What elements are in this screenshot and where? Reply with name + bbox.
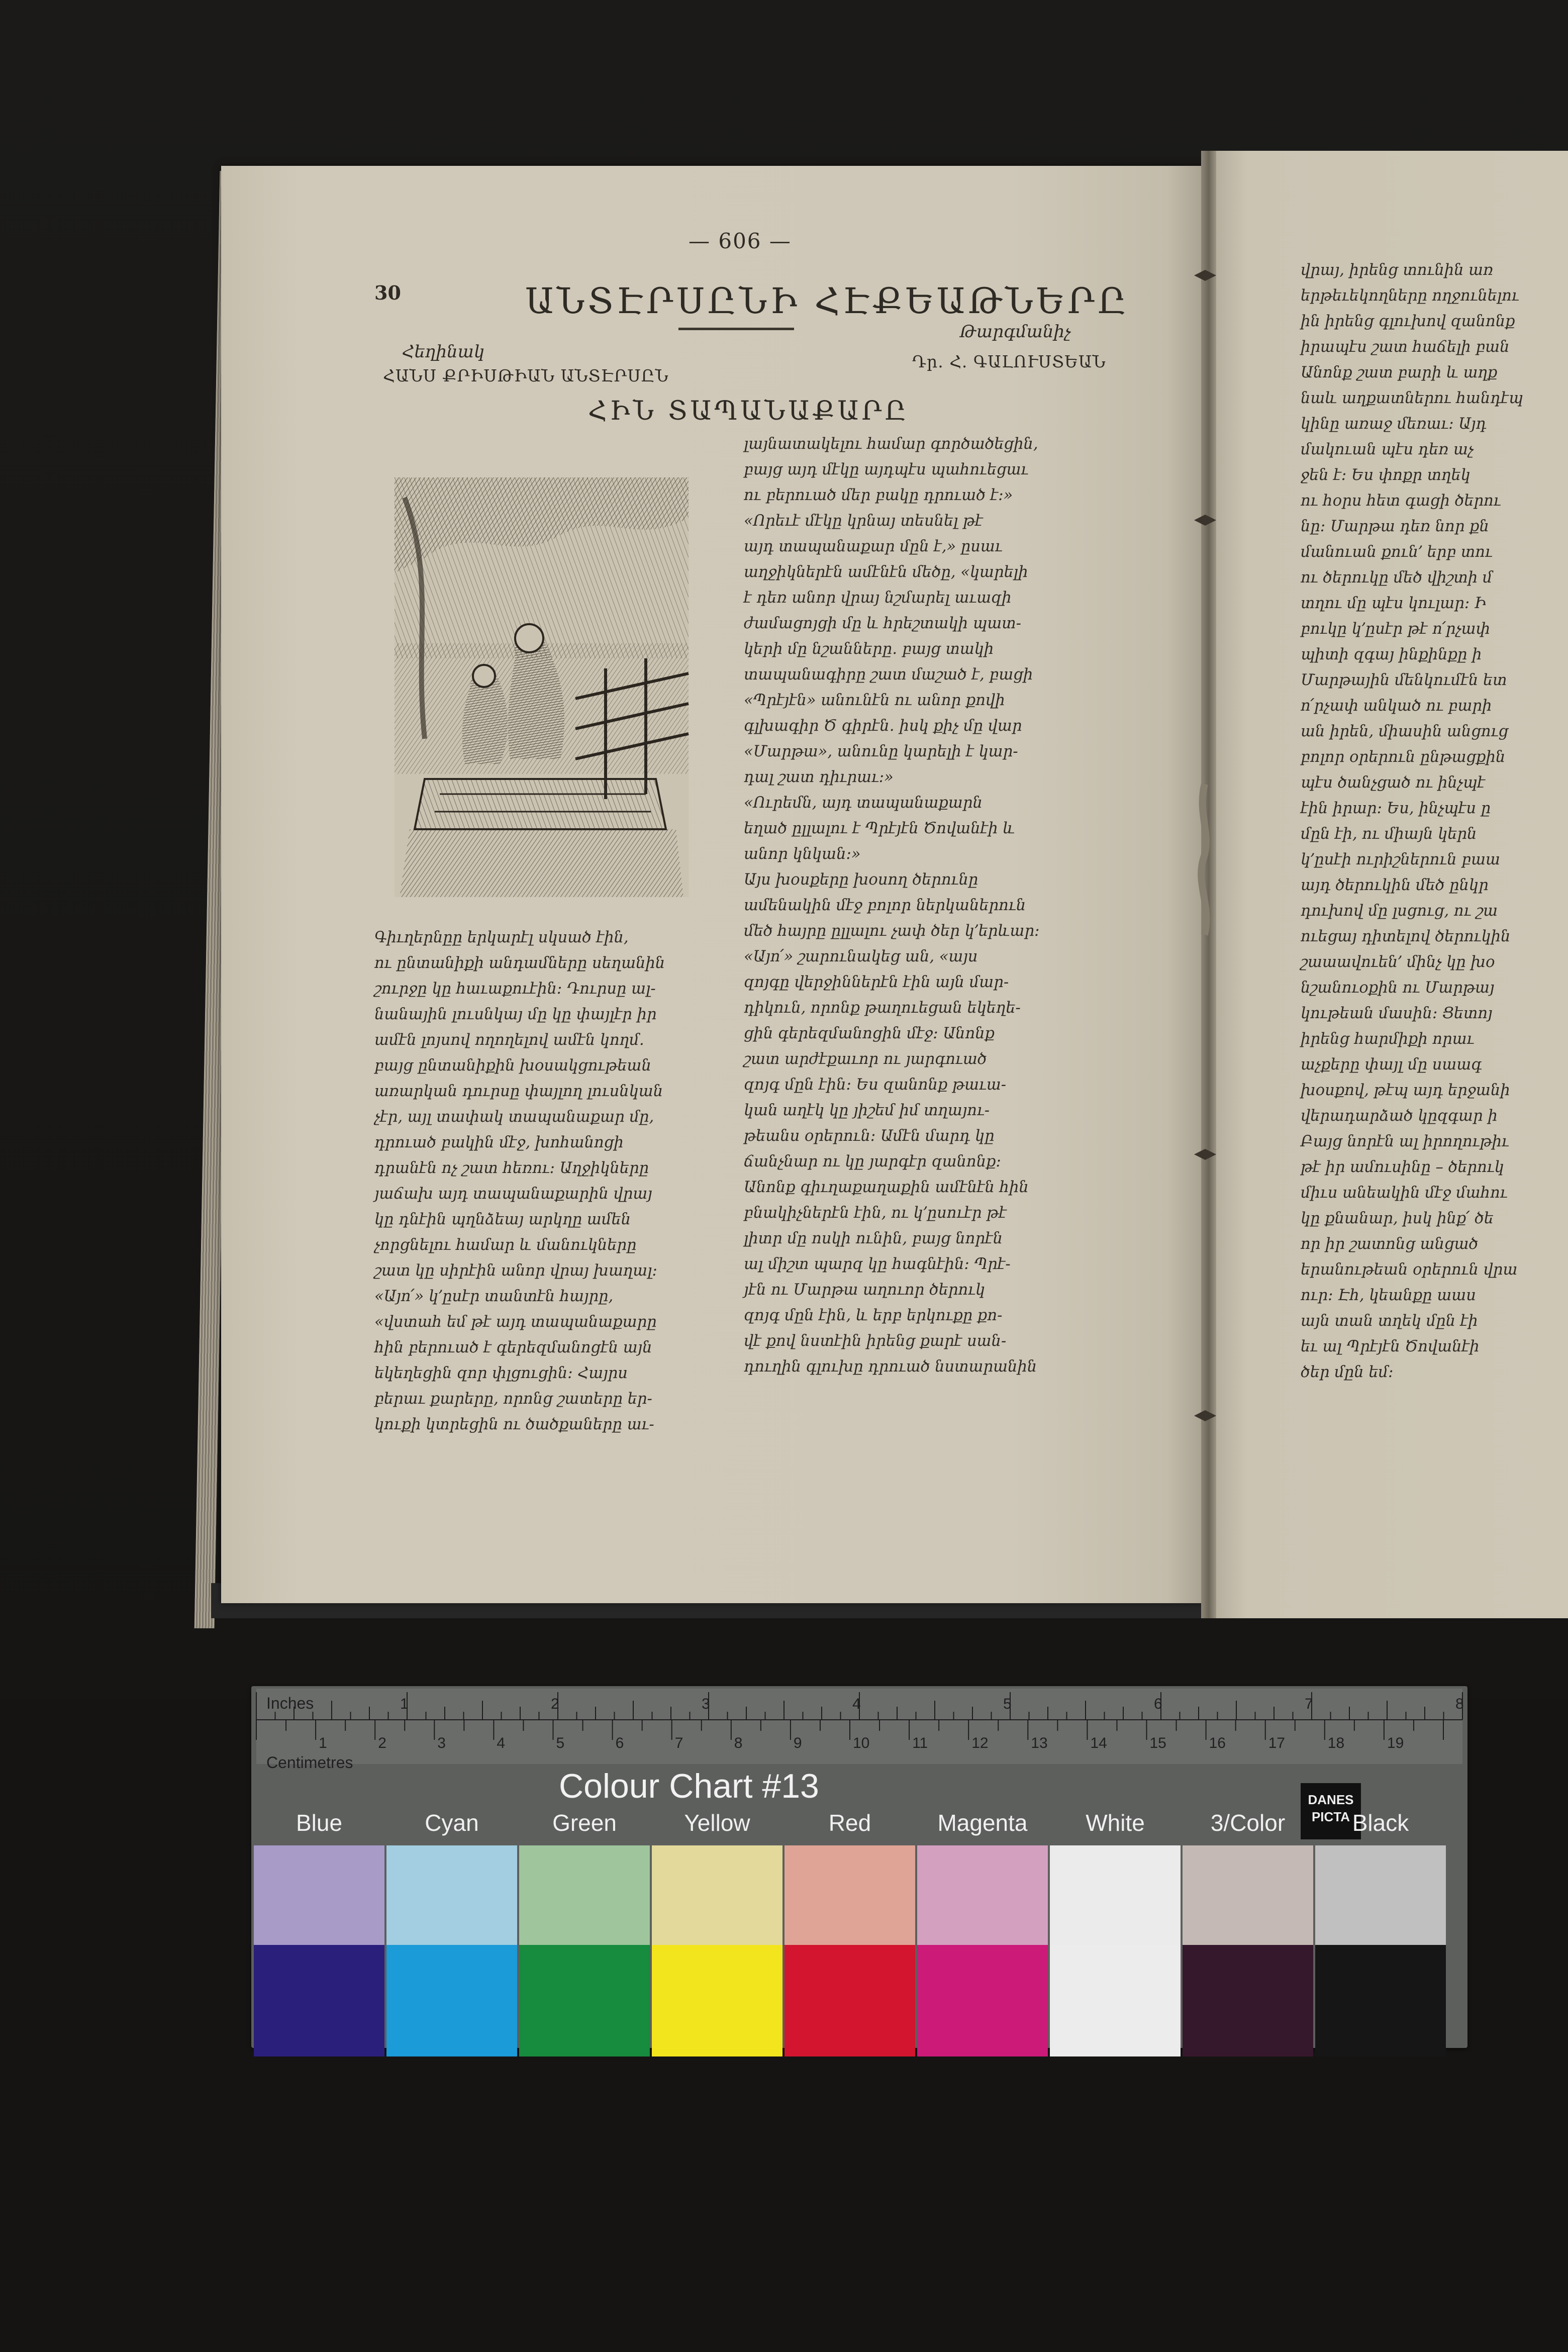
middle-column-line: ցին գերեզմանոցին մէջ։ Անոնք [744, 1025, 995, 1042]
middle-column-line: ճանչնար ու կը յարգէր զանոնք։ [744, 1153, 1001, 1170]
middle-column-line: Անոնք գիւղաքաղաքին ամէնէն հին [744, 1179, 1029, 1196]
middle-column-line: բայց այդ մէկը այդպէս պահուեցաւ [744, 461, 1029, 478]
swatch-light-black [1315, 1845, 1446, 1946]
swatch-dark-yellow [652, 1945, 782, 2056]
ruler-cm-number: 11 [912, 1735, 928, 1751]
ruler-cm-number: 17 [1268, 1735, 1286, 1751]
right-column-line: կը քնանար, իսկ ինք՛ ծե [1301, 1210, 1494, 1227]
right-column-line: նշանուօքին ու Մարթայ [1301, 979, 1495, 997]
left-column-line: չորցնելու համար և մանուկները [374, 1236, 637, 1254]
middle-column-line: բնակիչներէն էին, ու կ՚ըսուէր թէ [744, 1204, 1007, 1222]
ruler-cm-number: 19 [1387, 1735, 1404, 1751]
right-column-line: միւս անեակին մէջ մահու [1301, 1184, 1508, 1202]
right-column-line: աչքերը փայլ մը սաագ [1301, 1056, 1482, 1073]
ruler-inch-number: 8 [1455, 1696, 1464, 1712]
right-column-line: ուր։ Էհ, կեանքը աաս [1301, 1287, 1476, 1304]
binding-stitch-icon [1194, 514, 1216, 527]
middle-column-line: թեանս օրերուն։ Ամէն մարդ կը [744, 1127, 995, 1145]
middle-column-line: ալ միշտ պարզ կը հագնէին։ Պրէ- [744, 1255, 1011, 1273]
right-column-line: ու հօրս հետ գացի ծերու [1301, 492, 1501, 510]
middle-column-line: դուղին գլուխը դրուած նստարանին [744, 1358, 1037, 1376]
right-column-line: բոլոր օրերուն ընթացքին [1301, 748, 1506, 766]
right-column-line: բուկը կ՚ըսէր թէ ո՛րչափ [1301, 620, 1490, 638]
left-column-line: չէր, այլ տափակ տապանաքար մը, [374, 1108, 654, 1126]
left-column-line: բայց ընտանիքին խօսակցութեան [374, 1057, 651, 1074]
right-column-line: կ՚ըսէի ուրիշներուն բաա [1301, 851, 1500, 868]
swatch-dark-green [519, 1945, 650, 2056]
ruler-cm-number: 10 [853, 1735, 870, 1751]
swatch-dark-white [1050, 1945, 1181, 2056]
left-column-line: «վստահ եմ թէ այդ տապանաքարը [374, 1313, 657, 1331]
middle-column-line: վէ քով նստէին իրենց քարէ սան- [744, 1332, 1007, 1350]
right-column-line: մըն էի, ու միայն կերն [1301, 825, 1477, 843]
middle-column-line: է դեռ անոր վրայ նշմարել աւազի [744, 589, 1012, 607]
swatch-label: Green [552, 1810, 617, 1836]
right-column-line: իրենց հարմիքի որաւ [1301, 1030, 1475, 1048]
ruler-cm-number: 9 [793, 1735, 802, 1751]
right-column-line: շաաավուեն՚ մինչ կը խօ [1301, 953, 1495, 971]
right-column-line: ջեն է։ Ես փոքր տղեկ [1301, 466, 1471, 484]
binding-stitch-icon [1194, 1148, 1216, 1161]
right-column-line: մակուան պէս դեռ աչ [1301, 441, 1474, 458]
left-column-line: ամէն լոյսով ողողելով ամէն կողմ․ [374, 1031, 644, 1049]
middle-column-line: դալ շատ դիւրաւ։» [744, 768, 894, 786]
ruler-cm-number: 14 [1090, 1735, 1107, 1751]
right-column-line: մանուան քուն՚ երբ տու [1301, 543, 1493, 561]
swatch-dark-magenta [917, 1945, 1048, 2056]
middle-column-line: զոյգ մըն էին։ Ես զանոնք թաւա- [744, 1076, 1007, 1094]
left-column-line: շատ կը սիրէին անոր վրայ խաղալ։ [374, 1262, 657, 1280]
right-column-line: պիտի զգայ ինքինքը ի [1301, 646, 1482, 663]
ruler-cm-number: 8 [734, 1735, 743, 1751]
right-column-line: պէս ծանչցած ու ինչպէ [1301, 774, 1486, 792]
right-column-line: թէ իր ամուսինը – ծերուկ [1301, 1158, 1504, 1176]
swatch-dark-black [1315, 1945, 1446, 2056]
swatch-light-red [785, 1845, 915, 1946]
translator-role: Թարգմանիչ [960, 322, 1071, 342]
right-column-line: նը։ Մարթա դեռ նոր քն [1301, 518, 1489, 535]
right-column-line: վրայ, իրենց տունին առ [1301, 261, 1494, 279]
swatch-label: Yellow [684, 1810, 750, 1836]
ruler-cm-number: 4 [497, 1735, 506, 1751]
right-column-line: խօսքով, թէպ այդ երջանի [1301, 1082, 1510, 1099]
right-column-line: իրապէս շատ հաճելի բան [1301, 338, 1510, 356]
left-column-line: կը դնէին պղնձեայ արկղը ամեն [374, 1211, 631, 1228]
middle-column-line: տապանագիրը շատ մաշած է, բացի [744, 666, 1033, 683]
left-column-line: եկեղեցին զոր փլցուցին։ Հայրս [374, 1364, 628, 1382]
swatch-dark-3-color [1183, 1945, 1313, 2056]
middle-column-line: գլխագիր Ծ գիրէն․ իսկ քիչ մը վար [744, 717, 1022, 735]
text-column-right [1301, 257, 1568, 1385]
left-column-line: դրուած բակին մէջ, խոհանոցի [374, 1134, 624, 1151]
ruler-cm-number: 3 [437, 1735, 446, 1751]
ruler-inch-number: 6 [1154, 1696, 1162, 1712]
binding-stitch-icon [1194, 269, 1216, 282]
right-column-line: երթեւեկողները ողջունելու [1301, 287, 1519, 305]
svg-text:DANES: DANES [1308, 1792, 1354, 1807]
swatch-light-yellow [652, 1845, 782, 1946]
right-column-line: դուխով մը լսցուց, ու շա [1301, 902, 1498, 920]
middle-column-line: «Այո՛» շարունակեց ան, «այս [744, 948, 978, 965]
engraving-illustration [395, 477, 689, 897]
ruler-cm-number: 5 [556, 1735, 565, 1751]
swatch-light-green [519, 1845, 650, 1946]
middle-column-line: Այս խօսքերը խօսող ծերունը [744, 871, 978, 889]
right-column-line: էին իրար։ Ես, ինչպէս ը [1301, 800, 1491, 817]
right-column-line: ան իրեն, միասին անցուց [1301, 723, 1509, 740]
middle-column-line: յէն ու Մարթա աղուոր ծերուկ [744, 1281, 986, 1299]
left-page [221, 166, 1206, 1603]
ruler-inch-number: 5 [1003, 1696, 1012, 1712]
ruler-cm-number: 12 [971, 1735, 989, 1751]
swatch-label: Blue [296, 1810, 343, 1836]
ruler-cm-number: 2 [378, 1735, 386, 1751]
right-column-line: Անոնք շատ բարի և աղք [1301, 364, 1498, 381]
middle-column-line: շատ արժէքաւոր ու յարգուած [744, 1050, 987, 1068]
left-column-line: Գիւղերնըը երկարէլ սկսած էին, [374, 929, 629, 946]
ruler-cm-number: 16 [1209, 1735, 1226, 1751]
middle-column-line: «Պրէյէն» անունէն ու անոր քովի [744, 692, 1005, 709]
swatch-light-3-color [1183, 1845, 1313, 1946]
middle-column-line: կերի մը նշանները․ բայց տակի [744, 640, 994, 658]
right-column-line: եւ ալ Պրէյէն Ծովանէի [1301, 1338, 1480, 1355]
ruler-inch-number: 2 [551, 1696, 559, 1712]
text-column-middle [744, 431, 1039, 1380]
middle-column-line: անոր կնկան։» [744, 845, 861, 863]
middle-column-line: ու բերուած մեր բակը դրուած է։» [744, 486, 1013, 504]
middle-column-line: «Մարթա», անունը կարելի է կար- [744, 743, 1018, 760]
ruler-cm-number: 7 [674, 1735, 683, 1751]
ruler-cm-number: 1 [319, 1735, 327, 1751]
centimetres-label: Centimetres [266, 1753, 353, 1772]
swatch-label: Black [1352, 1810, 1409, 1836]
middle-column-line: այդ տապանաքար մըն է,» ըսաւ [744, 538, 1003, 555]
right-column-line: այն տան տղեկ մըն էի [1301, 1312, 1478, 1330]
right-column-line: ու ծերուկը մեծ վիշտի մ [1301, 569, 1493, 586]
middle-column-line: դիկուն, որոնք թաղուեցան եկեղե- [744, 999, 1021, 1017]
swatch-light-magenta [917, 1845, 1048, 1946]
swatch-label: White [1086, 1810, 1145, 1836]
left-column-line: նանային լուսնկայ մը կը փայլէր իր [374, 1006, 657, 1023]
swatch-light-white [1050, 1845, 1181, 1946]
middle-column-line: լիտր մը ոսկի ունին, բայց նորէն [744, 1230, 1003, 1247]
middle-column-line: լայնատակելու համար գործածեցին, [744, 435, 1038, 453]
ruler [256, 1689, 1464, 1772]
left-column-line: «Այո՛» կ՚ըսէր տանտէն հայրը, [374, 1288, 614, 1305]
text-column-left [374, 925, 665, 1437]
left-column-line: կուքի կտրեցին ու ծածքաները աւ- [374, 1416, 654, 1433]
middle-column-line: մեծ հայրը ըլլալու չափ ծեր կ՚երևար։ [744, 922, 1040, 940]
story-title: ՀԻՆ ՏԱՊԱՆԱՔԱՐԸ [588, 396, 909, 426]
left-column-line: բերաւ քարերը, որոնց շատերը եր- [374, 1390, 652, 1408]
translator-name: Դր. Հ. ԳԱԼՈՒՍՏԵԱՆ [912, 352, 1106, 371]
middle-column-line: «Որեւէ մէկը կրնայ տեսնել թէ [744, 512, 983, 530]
swatch-dark-red [785, 1945, 915, 2056]
right-column-line: վերադարձած կըզգար ի [1301, 1107, 1498, 1125]
middle-column-line: եղած ըլլալու է Պրէյէն Ծովանէի և [744, 820, 1015, 837]
middle-column-line: կան աղէկ կը յիշեմ իմ տղայու- [744, 1102, 990, 1119]
middle-column-line: զոյգ մըն էին, և երբ երկուքը քո- [744, 1307, 1003, 1324]
right-column-line: նաև աղքատներու հանդէպ [1301, 389, 1523, 407]
left-column-line: առարկան դուրսը փայլող լուսնկան [374, 1083, 663, 1100]
right-column-line: երանութեան օրերուն վրա [1301, 1261, 1518, 1279]
swatch-light-blue [254, 1845, 384, 1946]
ruler-cm-number: 6 [615, 1735, 624, 1751]
right-column-line: կութեան մասին։ Ցետոյ [1301, 1005, 1493, 1022]
ruler-inch-number: 3 [702, 1696, 710, 1712]
left-column-line: յաճախ այդ տապանաքարին վրայ [374, 1185, 652, 1203]
left-column-line: ու ընտանիքի անդամները սեղանին [374, 954, 665, 972]
right-column-line: Մարթային մենկումէն ետ [1301, 671, 1507, 689]
svg-text:PICTA: PICTA [1311, 1809, 1350, 1824]
issue-number: 30 [374, 281, 401, 304]
right-column-line: որ իր շատոնց անցած [1301, 1235, 1479, 1253]
page-number: — 606 — [689, 229, 792, 253]
swatch-dark-blue [254, 1945, 384, 2056]
ruler-inch-number: 7 [1305, 1696, 1313, 1712]
ruler-cm-number: 15 [1149, 1735, 1166, 1751]
right-column-line: տղու մը պէս կուլար։ Ի [1301, 595, 1487, 612]
right-column-line: ծեր մըն եմ։ [1301, 1363, 1394, 1381]
author-role: Հեղինակ [402, 342, 485, 362]
binding-stitch-icon [1194, 1409, 1216, 1422]
ruler-cm-number: 18 [1327, 1735, 1345, 1751]
ruler-cm-number: 13 [1031, 1735, 1048, 1751]
middle-column-line: ժամացոյցի մը և հրեշտակի պատ- [744, 615, 1021, 632]
right-column-line: կինը առաջ մեռաւ։ Այդ [1301, 415, 1487, 433]
swatch-light-cyan [386, 1845, 517, 1946]
right-column-line: ո՛րչափ անկած ու բարի [1301, 697, 1492, 715]
right-column-line: Բայց նորէն ալ իրողութիւ [1301, 1133, 1509, 1150]
swatch-label: Cyan [425, 1810, 479, 1836]
middle-column-line: ամենակին մէջ բոլոր ներկաներուն [744, 897, 1026, 914]
ruler-inch-number: 1 [400, 1696, 409, 1712]
author-name: ՀԱՆՍ ՔՐԻՍԹԻԱՆ ԱՆՏԷՐՍԸՆ [383, 366, 669, 385]
right-column-line: ուեցայ դիտելով ծերուկին [1301, 928, 1511, 945]
right-column-line: այդ ծերուկին մեծ ընկր [1301, 876, 1489, 894]
swatch-label: 3/Color [1210, 1810, 1286, 1836]
inches-label: Inches [266, 1694, 314, 1712]
article-title: ԱՆՏԷՐՍԸՆԻ ՀԷՔԵԱԹՆԵՐԸ [525, 280, 1130, 322]
ruler-inch-number: 4 [852, 1696, 861, 1712]
middle-column-line: «Ուրեմն, այդ տապանաքարն [744, 794, 983, 812]
swatch-dark-cyan [386, 1945, 517, 2056]
left-column-line: դրանէն ոչ շատ հեռու։ Աղջիկները [374, 1159, 649, 1177]
swatch-label: Red [828, 1810, 871, 1836]
middle-column-line: աղջիկներէն ամէնէն մեծը, «կարելի [744, 563, 1028, 581]
left-column-line: շուրջը կը հաւաքուէին։ Դուրսը ալ- [374, 980, 656, 998]
title-underline [678, 328, 794, 330]
left-column-line: հին բերուած է գերեզմանոցէն այն [374, 1339, 652, 1356]
swatch-label: Magenta [937, 1810, 1028, 1836]
middle-column-line: զոյգը վերջիններէն էին այն մար- [744, 973, 1009, 991]
right-column-line: ին իրենց գլուխով զանոնք [1301, 313, 1515, 330]
chart-title: Colour Chart #13 [559, 1767, 819, 1805]
binding-cord-icon [1192, 784, 1217, 935]
